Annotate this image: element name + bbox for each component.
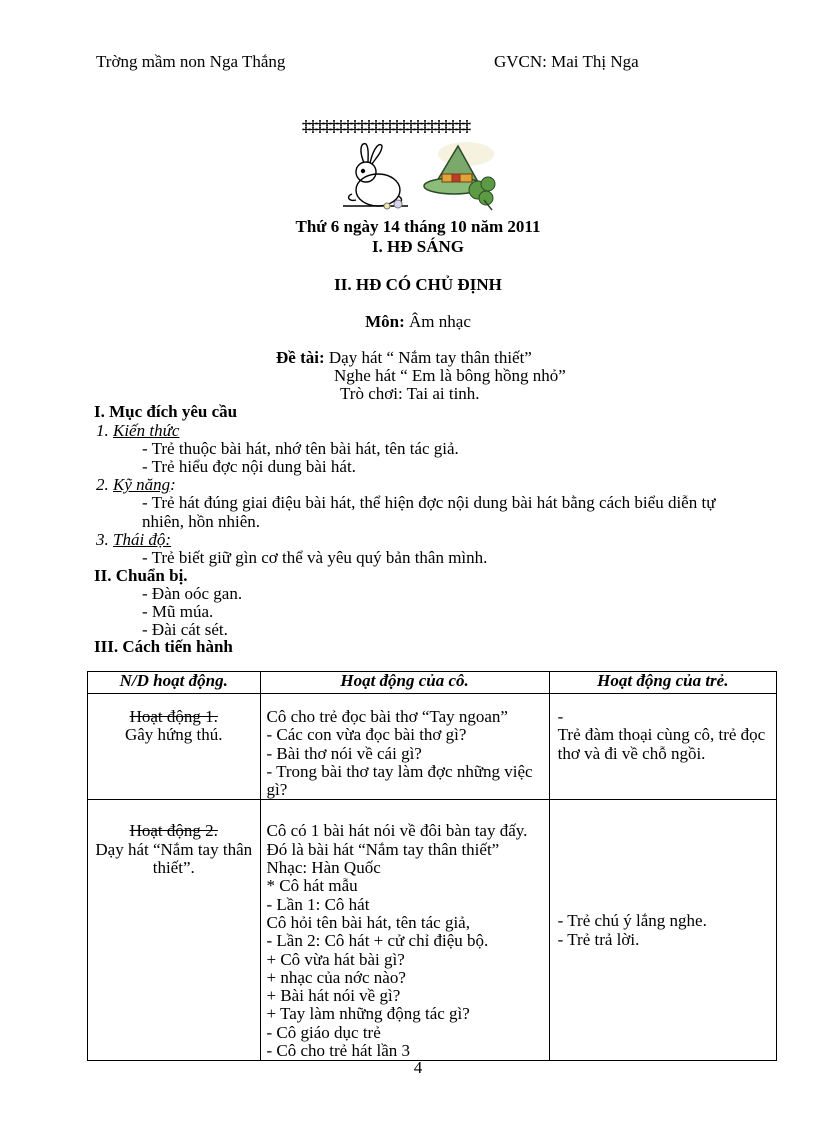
- preparation-item: - Mũ múa.: [142, 602, 214, 621]
- header-child-activity: Hoạt động của trẻ.: [549, 672, 776, 694]
- preparation-item: - Đài cát sét.: [142, 620, 228, 639]
- row1-child-cell: [549, 694, 776, 800]
- row2-teacher-line: + nhạc của nớc nào?: [266, 967, 406, 987]
- row1-activity-desc: Gây hứng thú.: [124, 725, 223, 745]
- spacer: [558, 858, 772, 876]
- row1-activity-title: Hoạt động 1.: [129, 707, 218, 726]
- attitude-item-1: - Trẻ biết giữ gìn cơ thể và yêu quý bản thân mình.: [142, 548, 488, 567]
- subject-line: [0, 312, 816, 332]
- preparation-heading: II. Chuẩn bị.: [94, 566, 188, 585]
- table-row: [88, 694, 777, 800]
- school-name: Trờng mầm non Nga Thắng: [96, 52, 286, 71]
- teacher-name: GVCN: Mai Thị Nga: [494, 52, 639, 71]
- skills-heading: [96, 475, 176, 495]
- row2-teacher-line: - Lần 2: Cô hát + cử chỉ điệu bộ.: [266, 931, 489, 951]
- row1-content-cell: [88, 694, 261, 800]
- row2-teacher-line: + Bài hát nói về gì?: [266, 986, 401, 1006]
- row2-teacher-line: + Tay làm những động tác gì?: [266, 1004, 470, 1024]
- table-row: [88, 800, 777, 1061]
- row2-teacher-line: * Cô hát mẫu: [266, 876, 358, 896]
- row2-activity-title: Hoạt động 2.: [129, 821, 218, 841]
- objectives-heading: I. Mục đích yêu cầu: [94, 402, 238, 421]
- row1-child-line: -: [557, 707, 564, 726]
- bunny-icon: [343, 144, 408, 206]
- spacer: [558, 894, 772, 912]
- header-content: N/D hoạt động.: [88, 672, 261, 694]
- knowledge-item-1: - Trẻ thuộc bài hát, nhớ tên bài hát, tên tác giả.: [142, 439, 459, 458]
- topic-label: Đề tài:: [276, 348, 325, 367]
- date-line: Thứ 6 ngày 14 tháng 10 năm 2011: [295, 217, 541, 236]
- egg-icon: [384, 203, 390, 209]
- row2-teacher-line: Cô có 1 bài hát nói về đôi bàn tay đấy. Đó là bài hát “Nắm tay thân thiết” Nhạc: Hàn Quốc: [266, 821, 528, 878]
- spacer: [558, 876, 772, 894]
- skills-item-1: - Trẻ hát đúng giai điệu bài hát, thể hiện đợc nội dung bài hát bằng cách biểu diễn tự nhiên, hồn nhiên.: [142, 493, 716, 531]
- row1-teacher-line: - Các con vừa đọc bài thơ gì?: [266, 725, 467, 745]
- preparation-item: - Đàn oóc gan.: [142, 584, 243, 603]
- row2-content-cell: [88, 800, 261, 1061]
- knowledge-item-2: - Trẻ hiểu đợc nội dung bài hát.: [142, 457, 356, 476]
- row1-teacher-line: - Trong bài thơ tay làm đợc những việc gì?: [266, 761, 533, 800]
- witch-hat-icon: [424, 142, 495, 210]
- row2-child-cell: [549, 800, 776, 1061]
- row1-child-line: Trẻ đàm thoại cùng cô, trẻ đọc thơ và đi về chỗ ngồi.: [557, 725, 766, 763]
- section-directed-activity: II. HĐ CÓ CHỦ ĐỊNH: [334, 275, 502, 294]
- row2-teacher-cell: [260, 800, 549, 1061]
- page-number: 4: [413, 1058, 423, 1077]
- row2-teacher-line: Cô hỏi tên bài hát, tên tác giả,: [266, 912, 470, 932]
- topic-game: Trò chơi: Tai ai tinh.: [340, 384, 480, 403]
- topic-listen-song: Nghe hát “ Em là bông hồng nhỏ”: [334, 366, 566, 385]
- row1-teacher-line: - Bài thơ nói về cái gì?: [266, 743, 422, 763]
- lesson-plan-table: [87, 671, 777, 1061]
- row1-teacher-line: Cô cho trẻ đọc bài thơ “Tay ngoan”: [266, 707, 508, 726]
- knowledge-label: Kiến thức: [113, 421, 180, 440]
- procedure-heading: III. Cách tiến hành: [94, 637, 233, 656]
- row2-child-line: - Trẻ trả lời.: [557, 929, 640, 949]
- skills-colon: :: [170, 475, 176, 494]
- attitude-label: Thái độ:: [113, 530, 172, 549]
- knowledge-heading: [96, 421, 179, 441]
- attitude-heading: [96, 530, 171, 550]
- row2-teacher-line: - Lần 1: Cô hát: [266, 894, 370, 914]
- row2-teacher-line: + Cô vừa hát bài gì?: [266, 949, 405, 969]
- topic-line: [276, 348, 532, 368]
- table-header-row: [88, 672, 777, 694]
- bunny-and-hat-clipart: [338, 140, 498, 214]
- skills-num: 2.: [96, 475, 113, 494]
- attitude-num: 3.: [96, 530, 113, 549]
- header-teacher-activity: Hoạt động của cô.: [260, 672, 549, 694]
- subject-label: Môn:: [365, 312, 405, 331]
- decorative-divider: ‡‡‡‡‡‡‡‡‡‡‡‡‡‡‡‡‡‡‡‡‡‡‡‡: [302, 118, 470, 135]
- row2-teacher-line: - Cô cho trẻ hát lần 3: [266, 1041, 411, 1061]
- subject-value: Âm nhạc: [409, 312, 471, 331]
- spacer: [558, 840, 772, 858]
- row1-teacher-cell: [260, 694, 549, 800]
- skills-label: Kỹ năng: [113, 475, 171, 494]
- row2-child-line: - Trẻ chú ý lắng nghe.: [557, 911, 707, 931]
- egg-icon: [394, 200, 402, 208]
- knowledge-num: 1.: [96, 421, 113, 440]
- row2-teacher-line: - Cô giáo dục trẻ: [266, 1022, 381, 1042]
- row2-activity-desc: Dạy hát “Nắm tay thân thiết”.: [95, 839, 253, 878]
- section-morning-activity: I. HĐ SÁNG: [371, 237, 465, 256]
- topic-teach-song: Dạy hát “ Nắm tay thân thiết”: [328, 348, 532, 367]
- spacer: [558, 822, 772, 840]
